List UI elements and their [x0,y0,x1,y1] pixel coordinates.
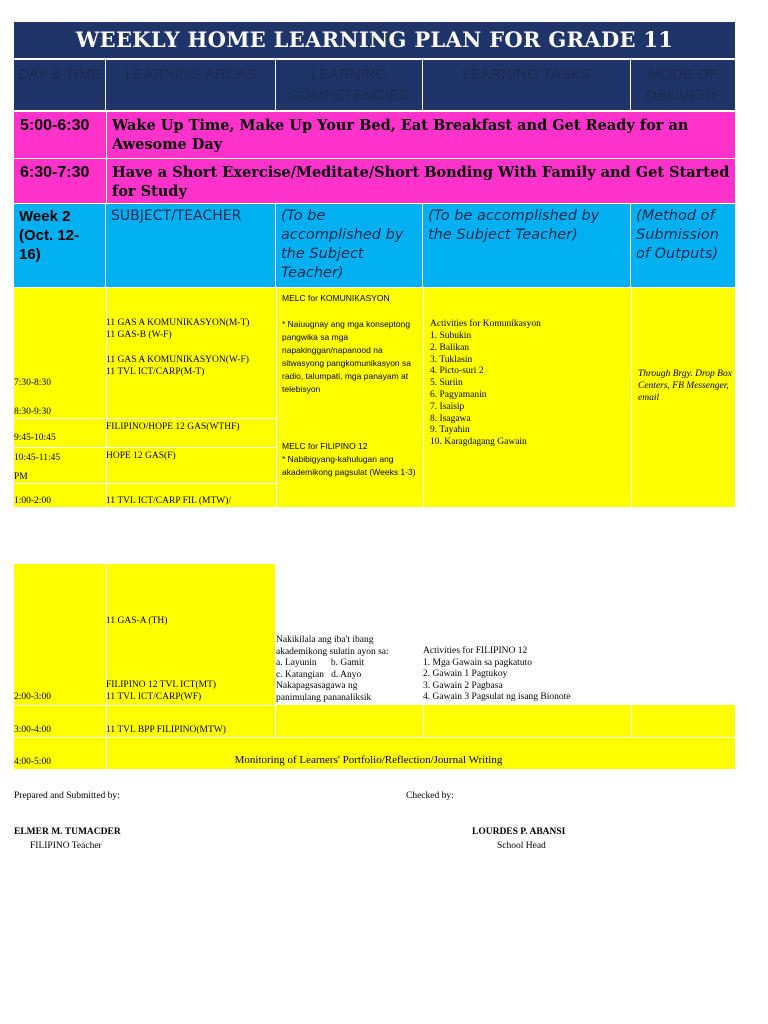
list-item: 1. Subukin [430,331,472,341]
time-slot: PM [14,472,28,482]
list-item: 8. Isagawa [430,413,471,424]
list-item: 1. Mga Gawain sa pagkatuto [423,657,532,668]
list-item: 2. Gawain 1 Pagtukoy [423,669,508,679]
tasks-list [423,646,623,704]
melc-komunikasyon-body: * Naiuugnay ang mga konseptong pangwika sa mga napakinggan/napanood na sitwasyong pangkomunikasyon sa radio, talumpati, mga panayam at telebisyon [282,319,411,394]
time-slot: 10:45-11:45 [14,453,61,463]
tasks-list [430,331,620,449]
learning-area: 11 TVL ICT/CARP(WF) [106,692,202,702]
competencies-note: (To be accomplished by the Subject Teacher) [276,204,423,287]
list-item: c. Katangian d. Anyo [276,669,362,680]
time-slot: 3:00-4:00 [14,725,51,735]
melc-komunikasyon-title: MELC for KOMUNIKASYON [282,293,390,303]
list-item: Nakapagsasagawa ng [276,681,358,691]
tasks-title: Activities for Komunikasyon [430,319,541,329]
delivery-note: (Method of Submission of Outputs) [631,204,735,287]
routine-row [14,158,735,203]
delivery-method: Through Brgy. Drop Box Centers, FB Messenger, email [638,369,732,403]
melc-filipino-body: * Nabibigyang-kahulugan ang akademikong pagsulat (Weeks 1-3) [282,454,416,477]
learning-area: 11 GAS-A (TH) [106,616,168,626]
preparer-name: ELMER M. TUMACDER [14,827,121,837]
time-slot: 1:00-2:00 [14,496,51,506]
melc-filipino-title: MELC for FILIPINO 12 [282,441,368,451]
routine-text: Have a Short Exercise/Meditate/Short Bonding With Family and Get Started for Study [112,164,730,200]
list-item: 2. Balikan [430,342,470,353]
preparer-role: FILIPINO Teacher [30,841,102,851]
learning-area: HOPE 12 GAS(F) [106,451,176,461]
list-item: 10. Karagdagang Gawain [430,437,527,448]
learning-area: 11 GAS-B (W-F) [106,330,172,340]
learning-area: 11 TVL ICT/CARP FIL (MTW)/ [106,496,232,506]
schedule-block [275,705,735,737]
tasks-note: (To be accomplished by the Subject Teacher) [423,204,631,287]
subject-teacher-label: SUBJECT/TEACHER [106,204,276,287]
time-slot: 8:30-9:30 [14,407,51,417]
list-item: 5. Suriin [430,378,463,389]
competencies-list [276,635,424,704]
header-day-time: DAY & TIME [14,60,106,110]
time-slot: 2:00-3:00 [14,692,51,702]
list-item: akademikong sulatin ayon sa: [276,646,389,657]
routine-text: Wake Up Time, Make Up Your Bed, Eat Breakfast and Get Ready for an Awesome Day [112,117,689,153]
list-item: 9. Tayahin [430,425,470,436]
learning-area: 11 GAS A KOMUNIKASYON(W-F) [106,355,249,365]
time-slot: 7:30-8:30 [14,378,51,388]
learning-area: 11 TVL BPP FILIPINO(MTW) [106,725,226,735]
list-item: Activities for FILIPINO 12 [423,646,528,656]
header-mode-of-delivery: MODE OF DELIVERY [631,60,735,110]
list-item: Nakikilala ang iba't ibang [276,635,374,645]
time-slot: 9:45-10:45 [14,433,56,443]
routine-time: 6:30-7:30 [20,164,90,181]
prepared-label: Prepared and Submitted by: [14,791,120,801]
list-item: 4. Gawain 3 Pagsulat ng isang Bionote [423,692,571,702]
header-learning-tasks: LEARNING TASKS [423,60,631,110]
time-slot: 4:00-5:00 [14,757,51,767]
list-item: a. Layunin b. Gamit [276,658,365,668]
list-item: 4. Picto-suri 2 [430,366,484,377]
header-learning-areas: LEARNING AREAS [106,60,276,110]
list-item: panimulang pananaliksik [276,692,372,703]
learning-area: 11 GAS A KOMUNIKASYON(M-T) [106,318,250,328]
learning-area: FILIPINO/HOPE 12 GAS(WTHF) [106,422,240,432]
list-item: 7. Isaisip [430,401,465,412]
list-item: 3. Tuklasin [430,354,473,365]
header-learning-competencies: LEARNING COMPETENCIES [276,60,423,110]
learning-area: FILIPINO 12 TVL ICT(MT) [106,680,217,690]
page-title: WEEKLY HOME LEARNING PLAN FOR GRADE 11 [14,22,735,58]
learning-area: 11 TVL ICT/CARP(M-T) [106,367,205,377]
routine-time: 5:00-6:30 [20,117,90,134]
checked-label: Checked by: [406,791,454,801]
checker-name: LOURDES P. ABANSI [472,827,566,837]
list-item: 6. Pagyamanin [430,389,487,400]
list-item: 3. Gawain 2 Pagbasa [423,680,503,691]
routine-row [14,112,735,158]
monitoring-text: Monitoring of Learners' Portfolio/Reflection/Journal Writing [234,754,503,766]
week-label: Week 2 (Oct. 12-16) [14,204,106,287]
checker-role: School Head [497,841,546,851]
